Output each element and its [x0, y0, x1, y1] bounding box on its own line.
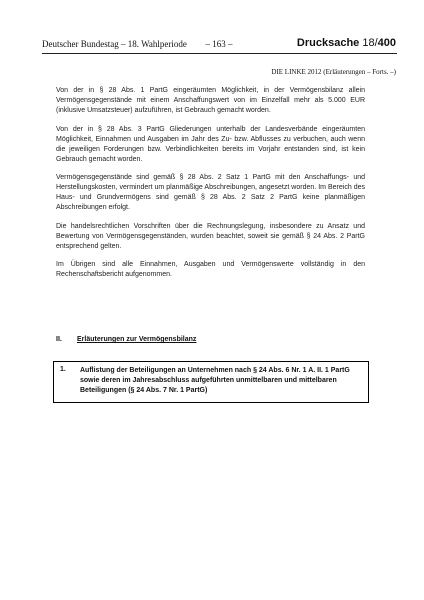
section-heading [56, 336, 365, 343]
paragraph: Im Übrigen sind alle Einnahmen, Ausgaben und Vermögenswerte vollständig in den Rechenschaftsbericht aufgenommen. [56, 261, 365, 278]
paragraph: Von der in § 28 Abs. 1 PartG eingeräumten Möglichkeit, in der Vermögensbilanz allein Vermögensgegenstände mit einem Anschaffungswert von im Einzelfall mehr als 5.000 EUR (inklusive Umsatzsteuer) aufzuführen, ist Gebrauch gemacht worden. [56, 87, 365, 114]
section-title: Erläuterungen zur Vermögensbilanz [77, 336, 197, 343]
section-number: II. [56, 336, 62, 343]
paragraph: Vermögensgegenstände sind gemäß § 28 Abs. 2 Satz 1 PartG mit den Anschaffungs- und Herstellungskosten, vermindert um planmäßige Abschreibungen, angesetzt worden. Im Bereich des Haus- und Grundvermögens sind gemäß § 28 Abs. 2 Satz 2 PartG keine planmäßigen Abschreibungen erfolgt. [56, 174, 365, 211]
boxed-heading-number: 1. [60, 366, 66, 373]
header-document-number [297, 37, 396, 49]
header-parliament: Deutscher Bundestag – 18. Wahlperiode [42, 39, 187, 49]
header-rule [42, 53, 397, 54]
header-drucksache-label: Drucksache [296, 37, 360, 49]
paragraph: Die handelsrechtlichen Vorschriften über die Rechnungslegung, insbesondere zu Ansatz und Bewertung von Vermögensgegenständen, wurden beachtet, soweit sie gemäß § 24 Abs. 2 PartG entsprechend gelten. [56, 222, 365, 250]
running-subheader: DIE LINKE 2012 (Erläuterungen – Forts. –) [271, 68, 396, 76]
boxed-heading [53, 361, 369, 403]
body-text [56, 86, 365, 289]
page-header [42, 37, 396, 51]
boxed-heading-text: Auflistung der Beteiligungen an Unternehmen nach § 24 Abs. 6 Nr. 1 A. II. 1 PartG sowie deren im Jahresabschluss aufgeführten unmittelbaren und mittelbaren Beteiligungen (§ 24 Abs. 7 Nr. 1 PartG) [80, 367, 350, 394]
header-drucksache-number: 18/400 [362, 37, 396, 49]
paragraph: Von der in § 28 Abs. 3 PartG Gliederungen unterhalb der Landesverbände eingeräumten Möglichkeit, Einnahmen und Ausgaben im Jahr des Zu- bzw. Abflusses zu verbuchen, auch wenn die jeweiligen Forderungen bzw. Verbindlichkeiten bereits im Vorjahr entstanden sind, ist kein Gebrauch gemacht worden. [56, 125, 365, 163]
header-page-number: – 163 – [205, 39, 233, 49]
